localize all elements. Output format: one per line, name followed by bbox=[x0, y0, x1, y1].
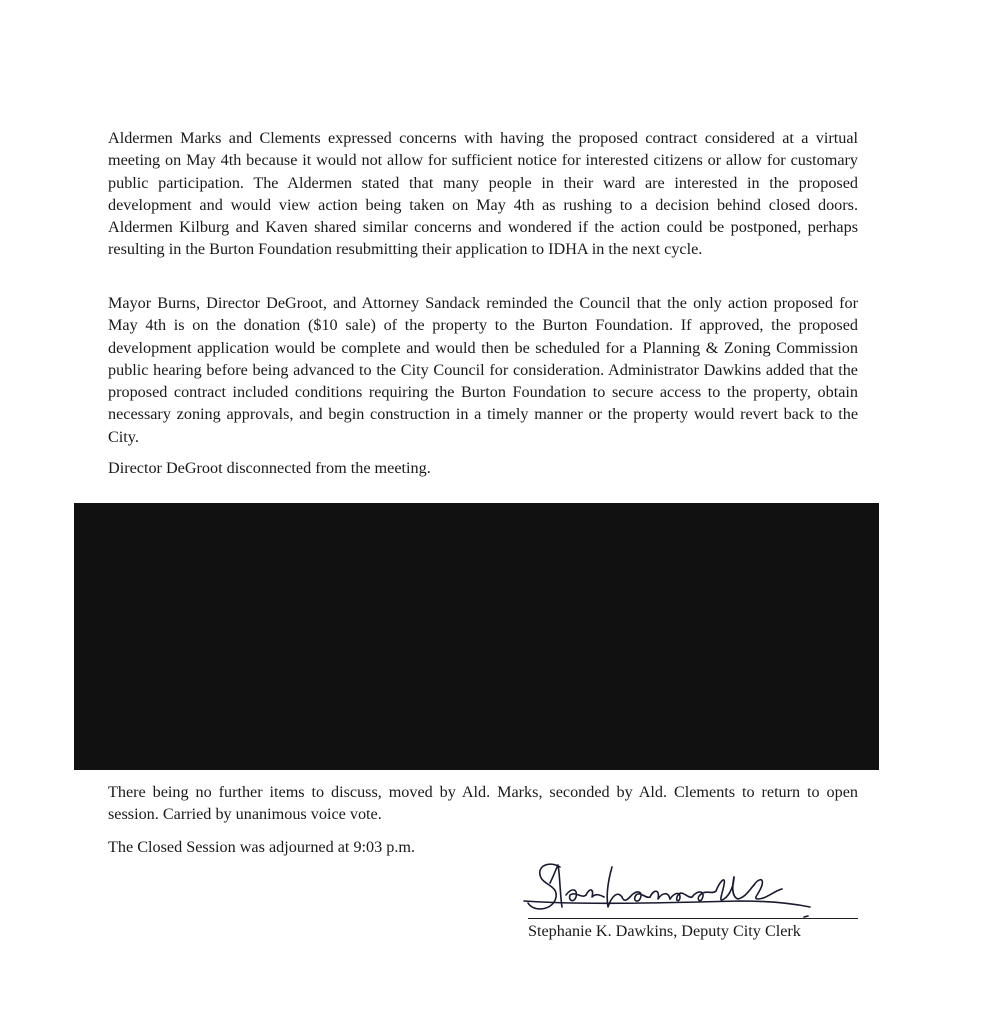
handwritten-signature bbox=[520, 855, 860, 925]
paragraph-motion: There being no further items to discuss, moved by Ald. Marks, seconded by Ald. Clements to return to open session. Carried by unanimous voice vote. bbox=[108, 783, 858, 824]
paragraph-reminder: Mayor Burns, Director DeGroot, and Attorney Sandack reminded the Council that the only action proposed for May 4th is on the donation ($10 sale) of the property to the Burton Foundation. If approved, the proposed development application would be complete and would then be scheduled for a Planning & Zoning Commission public hearing before being advanced to the City Council for consideration. Administrator Dawkins added that the proposed contract included conditions requiring the Burton Foundation to secure access to the property, obtain necessary zoning approvals, and begin construction in a timely manner or the property would revert back to the City. bbox=[108, 294, 858, 446]
paragraph-concerns: Aldermen Marks and Clements expressed concerns with having the proposed contract considered at a virtual meeting on May 4th because it would not allow for sufficient notice for interested citizens or allow for customary public participation. The Aldermen stated that many people in their ward are interested in the proposed development and would view action being taken on May 4th as rushing to a decision behind closed doors. Aldermen Kilburg and Kaven shared similar concerns and wondered if the action could be postponed, perhaps resulting in the Burton Foundation resubmitting their application to IDHA in the next cycle. bbox=[108, 129, 858, 259]
signatory-name: Stephanie K. Dawkins, Deputy City Clerk bbox=[528, 922, 801, 940]
redaction-block bbox=[74, 503, 879, 770]
signature-line bbox=[528, 918, 858, 919]
signature-block bbox=[520, 855, 860, 950]
paragraph-disconnect: Director DeGroot disconnected from the meeting. bbox=[108, 459, 431, 477]
paragraph-adjourned: The Closed Session was adjourned at 9:03 p.m. bbox=[108, 838, 416, 856]
